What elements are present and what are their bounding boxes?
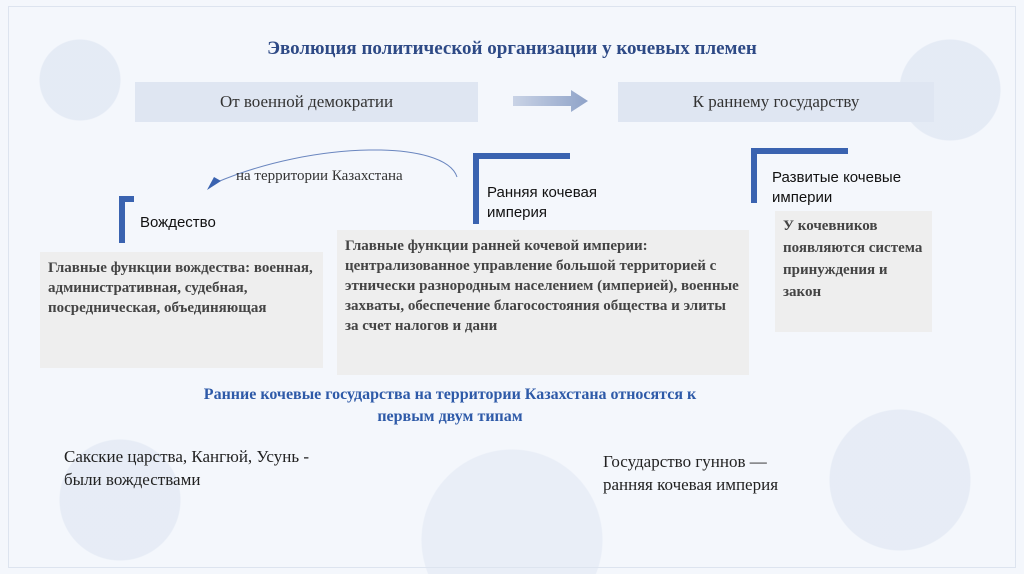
example-huns-line1: Государство гуннов —: [603, 452, 767, 471]
to-band: К раннему государству: [618, 82, 934, 122]
example-huns-line2: ранняя кочевая империя: [603, 475, 779, 494]
curved-arrow-icon: [195, 135, 465, 195]
conclusion-line1: Ранние кочевые государства на территории Казахстана относятся к: [203, 386, 697, 403]
chiefdom-description: Главные функции вождества: военная, административная, судебная, посредническая, объединяющая: [40, 252, 323, 368]
example-huns: [603, 450, 778, 496]
from-band: От военной демократии: [135, 82, 478, 122]
conclusion: [100, 384, 800, 428]
territory-note: на территории Казахстана: [236, 168, 403, 184]
example-saka: [64, 445, 309, 491]
example-saka-line2: были вождествами: [64, 470, 201, 489]
step-label-early-empire-line1: Ранняя кочевая: [487, 184, 597, 201]
step-label-developed-empires: [772, 168, 901, 208]
developed-empires-description: У кочевников появляются система принуждения и закон: [775, 211, 932, 332]
step-label-chiefdom: Вождество: [140, 214, 216, 231]
step-label-developed-empires-line2: империи: [772, 189, 833, 206]
conclusion-line2: первым двум типам: [377, 408, 523, 425]
slide-title: Эволюция политической организации у кочевых племен: [267, 38, 757, 59]
progress-arrow-icon: [513, 90, 588, 112]
step-label-developed-empires-line1: Развитые кочевые: [772, 169, 902, 186]
step-label-early-empire: [487, 183, 597, 223]
step-label-early-empire-line2: империя: [487, 204, 547, 221]
early-empire-description: Главные функции ранней кочевой империи: централизованное управление большой территорией с этнически разнородным населением (империей), военные захваты, обеспечение благосостояния общества и элиты за счет налогов и дани: [337, 230, 749, 375]
step-bracket-1: [118, 195, 138, 245]
example-saka-line1: Сакские царства, Кангюй, Усунь -: [64, 447, 309, 466]
